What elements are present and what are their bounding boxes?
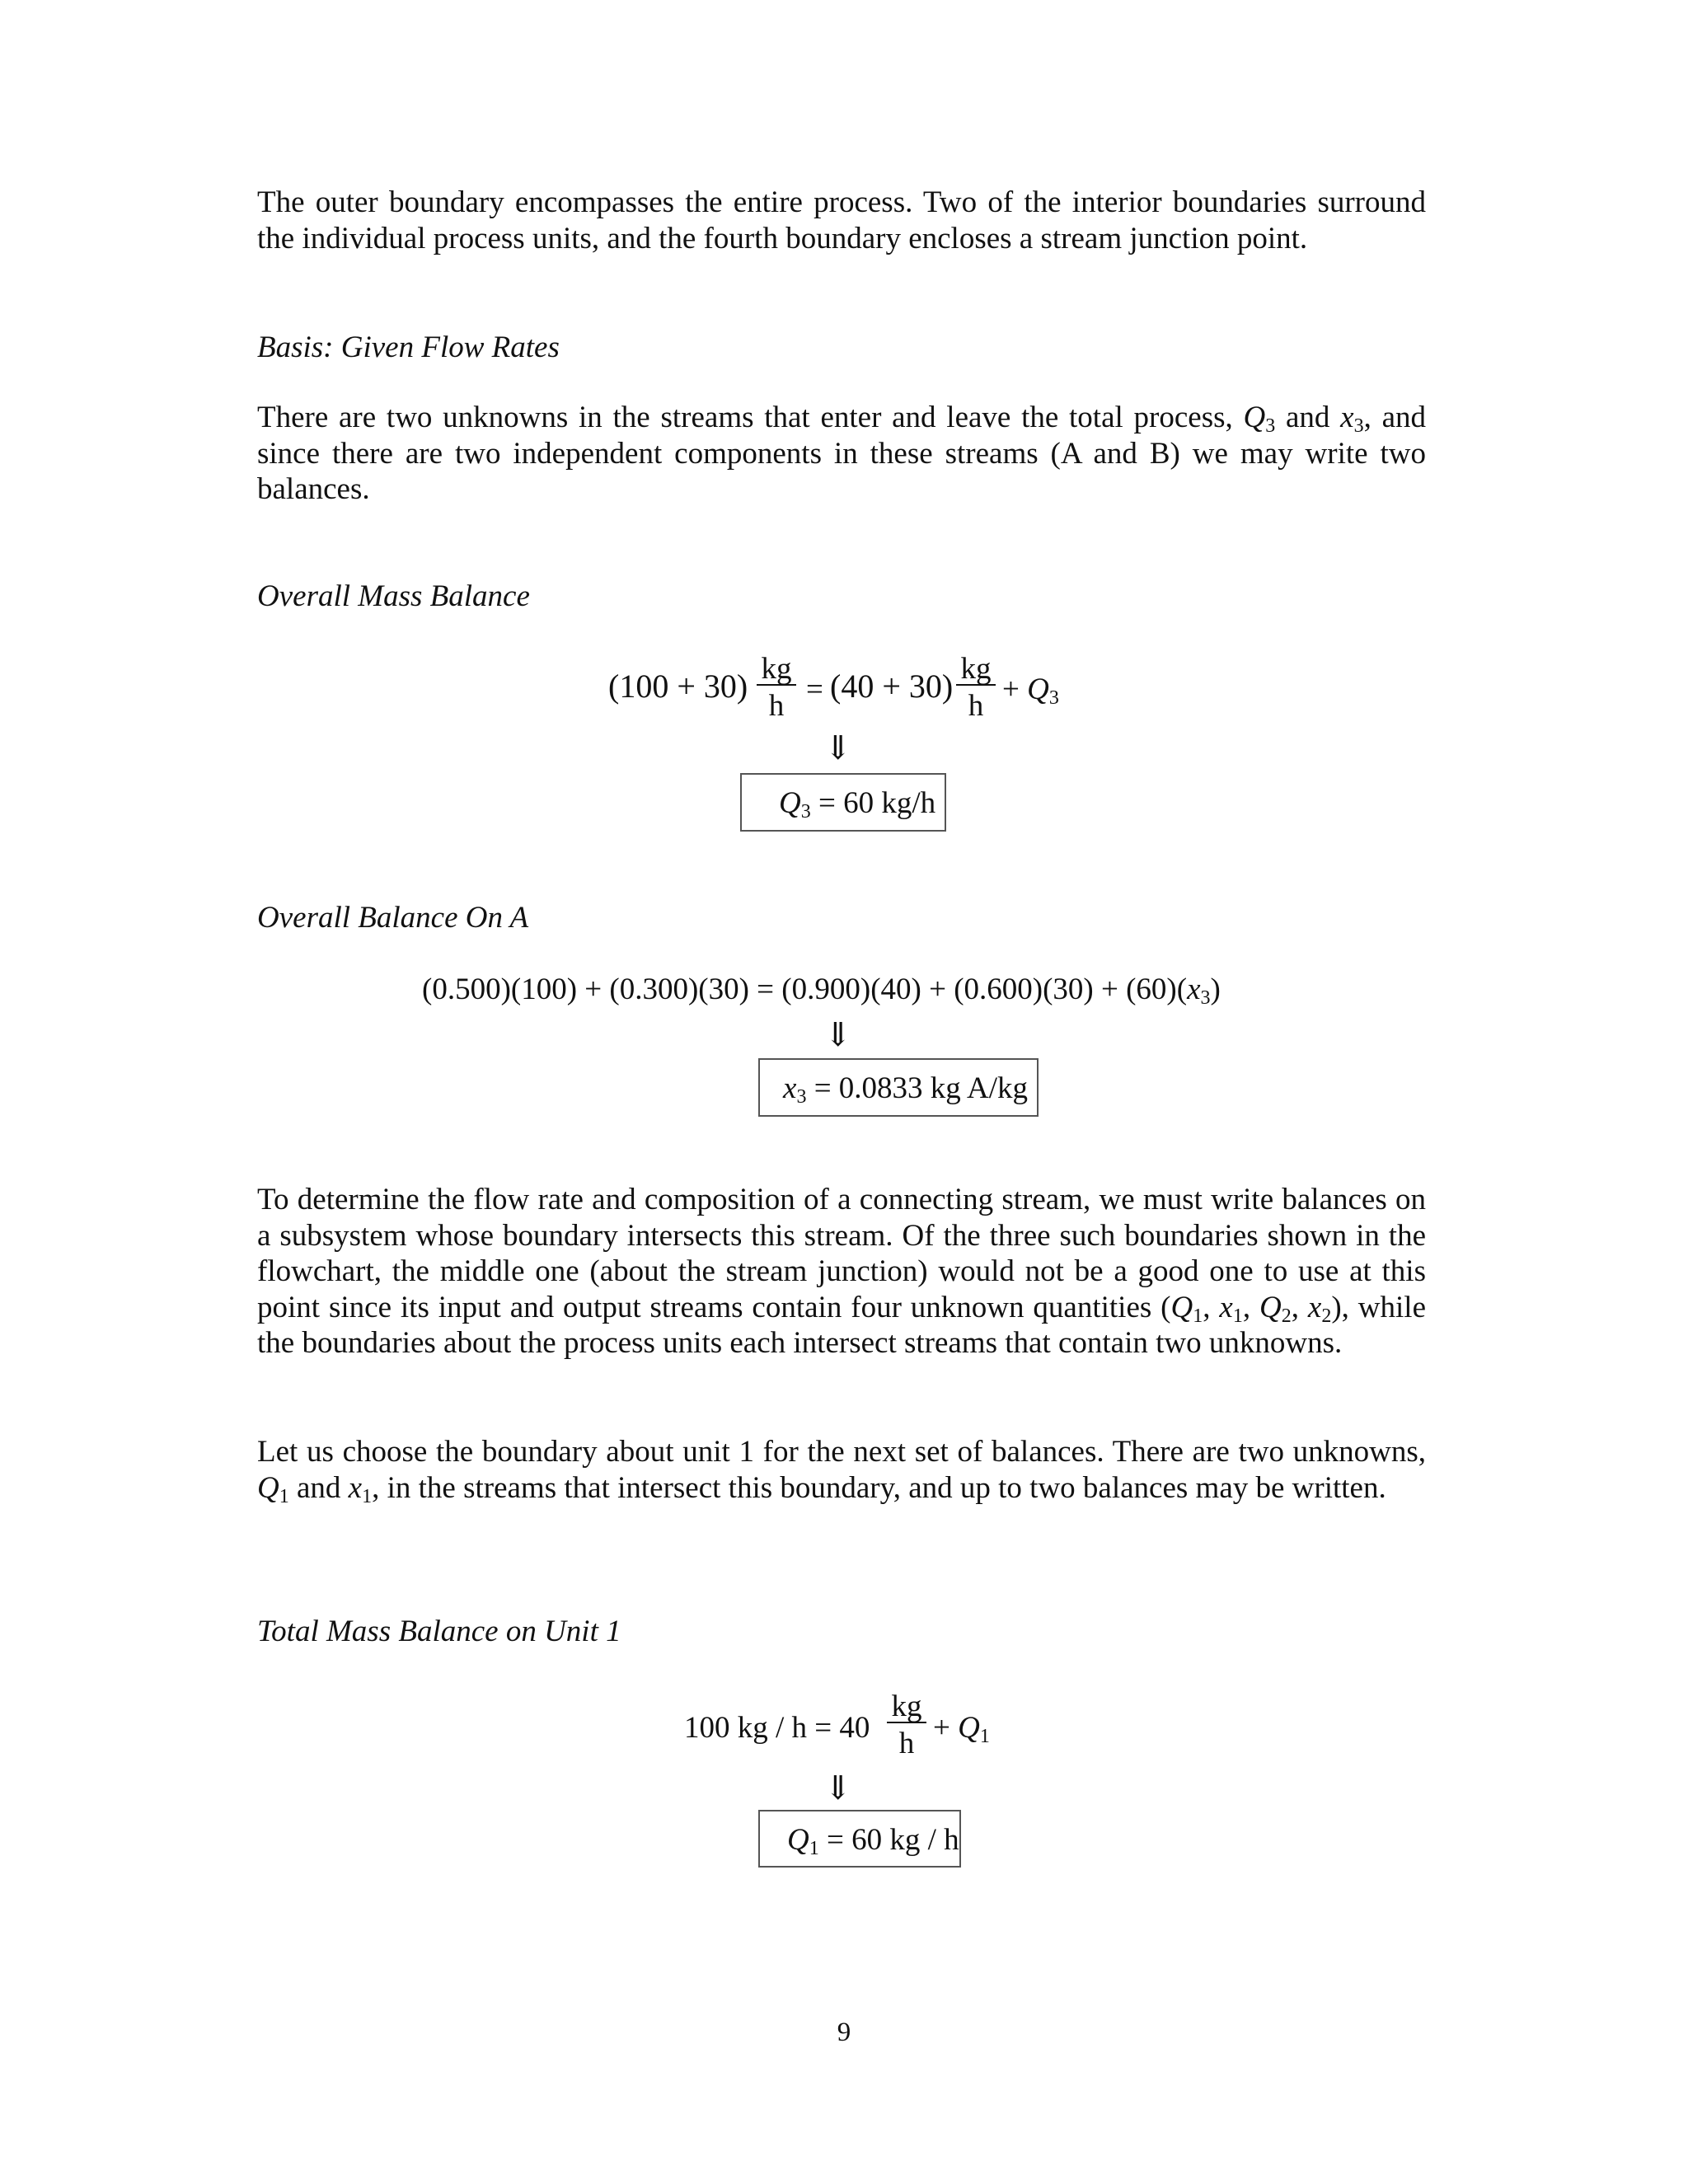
heading-basis: Basis: Given Flow Rates <box>257 330 560 364</box>
result-q3: $Q_3 = 60$ kg/h <box>779 786 936 823</box>
eq1-lhs: (100 + 30) <box>608 668 748 705</box>
heading-unit1-balance: Total Mass Balance on Unit 1 <box>257 1615 621 1648</box>
eq1-unit-fraction-1: $\frac{kg}{h}$ <box>757 654 796 721</box>
implies-arrow: ⇓ <box>824 729 852 766</box>
eq3-lhs: 100 kg / h = 40 <box>684 1711 870 1745</box>
heading-overall-balance-a: Overall Balance On A <box>257 901 529 935</box>
page-number: 9 <box>837 2018 851 2047</box>
eq3-unit-fraction: $\frac{kg}{h}$ <box>887 1691 926 1759</box>
paragraph-boundaries <box>257 185 1426 256</box>
eq1-equals: = <box>806 673 823 706</box>
result-x3: $x_3 = 0.0833$ kg A/kg <box>783 1071 1029 1108</box>
heading-overall-mass-balance: Overall Mass Balance <box>257 579 530 613</box>
eq3-plus-q1: + $Q_1$ <box>933 1711 990 1747</box>
paragraph-connecting-stream: To determine the flow rate and composition of a connecting stream, we must write balances on a subsystem whose boundary intersects this stream. Of the three such boundaries shown in the flowchart, the middle one (about the stream junction) would not be a good one to use at this point since its input and output streams contain four unknown quantities ($Q_1$, $x_1$, $Q_2$, $x_2$), while the boundaries about the process units each intersect streams that contain two unknowns. <box>257 1183 1427 1360</box>
eq2-expression: $(0.500)(100) + (0.300)(30) = (0.900)(40) + (0.600)(30) + (60)(x_3)$ <box>422 972 1221 1009</box>
eq1-unit-fraction-2: $\frac{kg}{h}$ <box>956 654 996 721</box>
eq1-plus-q3: + $Q_3$ <box>1002 673 1059 709</box>
implies-arrow: ⇓ <box>824 1769 852 1807</box>
implies-arrow: ⇓ <box>824 1016 852 1053</box>
result-q1: $Q_1 = 60$ kg / h <box>787 1823 959 1859</box>
paragraph-unit1-choice: Let us choose the boundary about unit 1 for the next set of balances. There are two unknowns, $Q_1$ and $x_1$, in the streams that intersect this boundary, and up to two balances may be written. <box>257 1435 1426 1507</box>
paragraph-unknowns: There are two unknowns in the streams that enter and leave the total process, $Q_3$ and $x_3$, and since there are two independent components in these streams (A and B) we may write two balances. <box>257 401 1427 506</box>
eq1-rhs: (40 + 30) <box>830 668 954 705</box>
paragraph-text: The outer boundary encompasses the entire process. Two of the interior boundaries surround the individual process units, and the fourth boundary encloses a stream junction point. <box>257 185 1426 255</box>
